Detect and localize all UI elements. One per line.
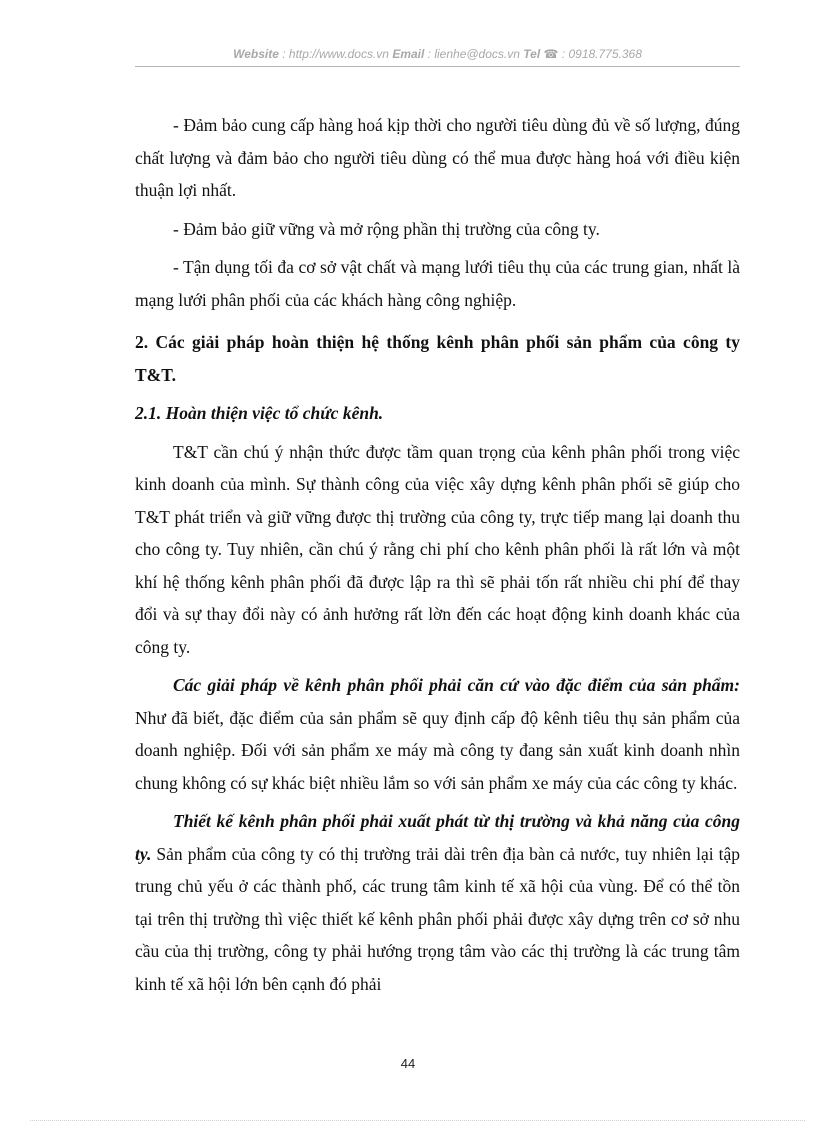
website-url: http://www.docs.vn — [288, 47, 389, 61]
page-header — [135, 47, 740, 67]
paragraph-market-basis — [135, 805, 740, 1000]
paragraph-market-share-goal: - Đảm bảo giữ vững và mở rộng phần thị trường của công ty. — [173, 218, 600, 239]
emphasis-market-basis: Thiết kế kênh phân phối phải xuất phát từ thị trường và khả năng của công ty. — [135, 811, 740, 864]
phone-icon: ☎ : — [540, 47, 569, 61]
text-product-basis: Như đã biết, đặc điểm của sản phẩm sẽ quy định cấp độ kênh tiêu thụ sản phẩm của doanh nghiệp. Đối với sản phẩm xe máy mà công ty đang sản xuất kinh doanh nhìn chung không có sự khác biệt nhiều lắm so với sản phẩm xe máy của các công ty khác. — [135, 707, 740, 793]
emphasis-product-basis: Các giải pháp về kênh phân phối phải căn cứ vào đặc điểm của sản phẩm: — [173, 675, 740, 695]
section-heading-2: 2. Các giải pháp hoàn thiện hệ thống kênh phân phối sản phẩm của công ty T&T. — [135, 332, 740, 385]
paragraph-network-goal: - Tận dụng tối đa cơ sở vật chất và mạng lưới tiêu thụ của các trung gian, nhất là mạng lưới phân phối của các khách hàng công nghiệp. — [135, 257, 740, 310]
document-body — [135, 109, 740, 1000]
email-separator: : — [424, 47, 435, 61]
website-separator: : — [278, 47, 289, 61]
text-market-basis: Sản phẩm của công ty có thị trường trải dài trên địa bàn cả nước, tuy nhiên lại tập trung chủ yếu ở các thành phố, các trung tâm kinh tế xã hội của vùng. Để có thể tồn tại trên thị trường thì việc thiết kế kênh phân phối phải được xây dựng trên cơ sở nhu cầu của thị trường, công ty phải hướng trọng tâm vào các thị trường là các trung tâm kinh tế xã hội lớn bên cạnh đó phải — [135, 843, 740, 994]
email-label: Email — [392, 47, 425, 61]
subsection-heading-2-1: 2.1. Hoàn thiện việc tổ chức kênh. — [135, 403, 384, 423]
tel-label: Tel — [523, 47, 541, 61]
page-number: 44 — [400, 1056, 416, 1071]
footer-divider — [30, 1120, 805, 1121]
paragraph-channel-importance: T&T cần chú ý nhận thức được tầm quan trọng của kênh phân phối trong việc kinh doanh của mình. Sự thành công của việc xây dựng kênh phân phối sẽ giúp cho T&T phát triển và giữ vững được thị trường của công ty, trực tiếp mang lại doanh thu cho công ty. Tuy nhiên, cần chú ý rằng chi phí cho kênh phân phối là rất lớn và một khí hệ thống kênh phân phối đã được lập ra thì sẽ phải tốn rất nhiều chi phí để thay đổi và sự thay đổi này có ảnh hưởng rất lờn đến các hoạt động kinh doanh khác của công ty. — [135, 441, 740, 657]
header-divider — [135, 66, 740, 67]
paragraph-supply-goal: - Đảm bảo cung cấp hàng hoá kịp thời cho người tiêu dùng đủ về số lượng, đúng chất lượng và đảm bảo cho người tiêu dùng có thể mua được hàng hoá với điều kiện thuận lợi nhất. — [135, 115, 740, 200]
email-address: lienhe@docs.vn — [434, 47, 520, 61]
website-label: Website — [233, 47, 279, 61]
tel-number: 0918.775.368 — [568, 47, 642, 61]
paragraph-product-basis — [135, 669, 740, 799]
